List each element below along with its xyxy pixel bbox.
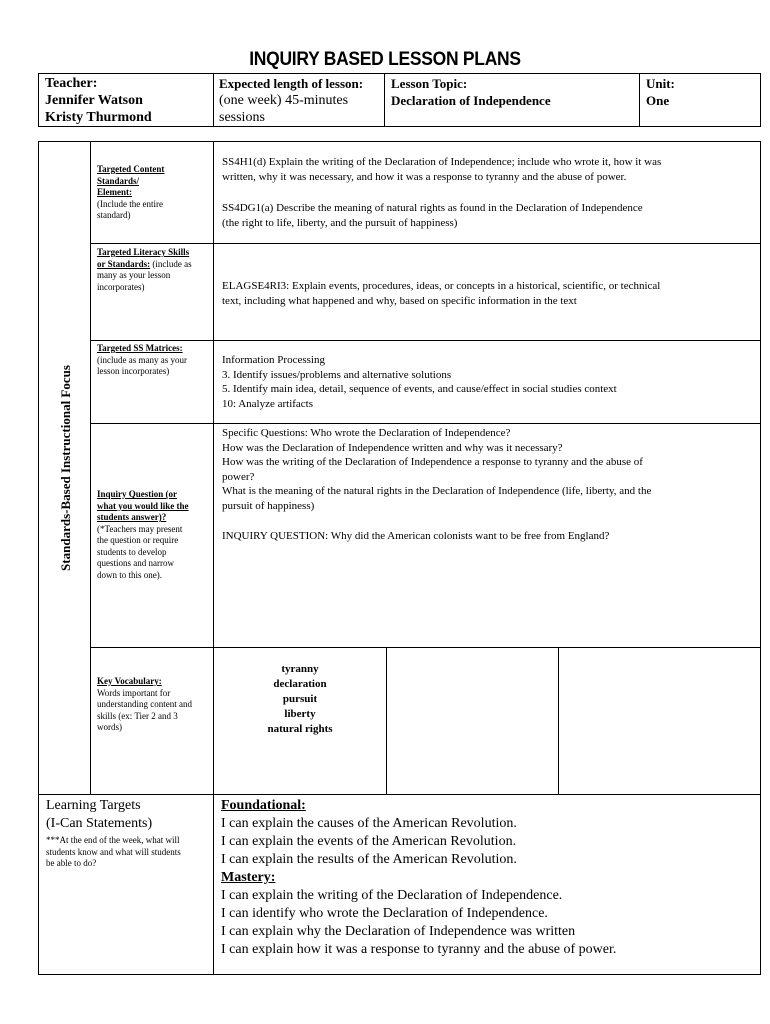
target-statement: I can explain why the Declaration of Independence was written bbox=[221, 924, 576, 939]
inquiry-text-line: How was the Declaration of Independence written and why was it necessary? bbox=[222, 441, 563, 454]
matrices-label-note: lesson incorporates) bbox=[97, 366, 170, 376]
matrices-label-line: Targeted SS Matrices: bbox=[97, 343, 183, 353]
row-divider-4 bbox=[90, 647, 761, 648]
inquiry-text-line: pursuit of happiness) bbox=[222, 499, 315, 512]
vocab-divider-1 bbox=[386, 647, 387, 794]
target-statement: I can explain the results of the American Revolution. bbox=[221, 852, 517, 867]
target-statement: I can explain the events of the American Revolution. bbox=[221, 834, 517, 849]
literacy-label-note: (include as bbox=[150, 258, 192, 269]
content-text-line: SS4DG1(a) Describe the meaning of natural rights as found in the Declaration of Independence bbox=[222, 202, 643, 214]
mastery-heading: Mastery: bbox=[221, 870, 276, 885]
literacy-label-note: many as your lesson bbox=[97, 270, 171, 280]
inquiry-label-note: questions and narrow bbox=[97, 558, 174, 568]
literacy-text bbox=[222, 279, 757, 308]
inquiry-label bbox=[97, 489, 209, 581]
inquiry-label-note: down to this one). bbox=[97, 569, 162, 580]
target-statement: I can explain how it was a response to tyranny and the abuse of power. bbox=[221, 942, 617, 957]
vocab-word: liberty bbox=[284, 708, 316, 720]
content-standards-text-2 bbox=[222, 201, 757, 230]
topic-cell bbox=[391, 75, 636, 109]
vocab-word: tyranny bbox=[281, 663, 319, 675]
content-label-line: Standards/ bbox=[97, 175, 140, 186]
vocab-label bbox=[97, 676, 209, 734]
literacy-label-line: or Standards: bbox=[97, 258, 151, 269]
matrices-text bbox=[222, 353, 757, 411]
header-divider-1 bbox=[213, 73, 214, 127]
main-left-border bbox=[38, 141, 39, 975]
row-divider-3 bbox=[90, 423, 761, 424]
length-value-2: sessions bbox=[219, 110, 265, 125]
learning-targets-note: students know and what will students bbox=[46, 846, 181, 857]
main-top-border bbox=[38, 141, 761, 142]
literacy-label-note: incorporates) bbox=[97, 281, 145, 292]
header-right-border bbox=[760, 73, 761, 127]
row-divider-2 bbox=[90, 340, 761, 341]
length-value-1: (one week) 45-minutes bbox=[219, 93, 349, 108]
inquiry-text-line: What is the meaning of the natural rights in the Declaration of Independence (life, liberty, and the bbox=[222, 485, 652, 497]
target-statement: I can explain the causes of the American Revolution. bbox=[221, 816, 517, 831]
teacher-name-2: Kristy Thurmond bbox=[45, 110, 152, 125]
unit-label: Unit: bbox=[646, 76, 675, 91]
inquiry-question: INQUIRY QUESTION: Why did the American colonists want to be free from England? bbox=[222, 530, 610, 542]
teacher-label: Teacher: bbox=[45, 76, 98, 91]
row-divider-5 bbox=[38, 794, 761, 795]
learning-targets-note: ***At the end of the week, what will bbox=[46, 835, 180, 845]
teacher-cell bbox=[45, 75, 210, 126]
content-standards-label bbox=[97, 164, 209, 222]
literacy-text-line: text, including what happened and why, based on specific information in the text bbox=[222, 294, 577, 307]
content-label-line: Element: bbox=[97, 187, 132, 197]
matrices-text-line: 5. Identify main idea, detail, sequence of events, and cause/effect in social studies context bbox=[222, 383, 617, 395]
vocab-word: natural rights bbox=[267, 723, 333, 735]
target-statement: I can identify who wrote the Declaration of Independence. bbox=[221, 906, 548, 921]
header-bottom-border bbox=[38, 126, 761, 127]
literacy-text-line: ELAGSE4RI3: Explain events, procedures, ideas, or concepts in a historical, scientific, or technical bbox=[222, 280, 661, 292]
content-text-line: written, why it was necessary, and how it was a response to tyranny and the abuse of power. bbox=[222, 170, 627, 183]
length-label: Expected length of lesson: bbox=[219, 76, 364, 91]
page-title: INQUIRY BASED LESSON PLANS bbox=[249, 49, 521, 70]
teacher-name-1: Jennifer Watson bbox=[45, 93, 143, 108]
topic-value: Declaration of Independence bbox=[391, 93, 551, 108]
vocab-label-note: skills (ex: Tier 2 and 3 bbox=[97, 710, 178, 721]
content-label-line: Targeted Content bbox=[97, 164, 165, 174]
topic-label: Lesson Topic: bbox=[391, 76, 468, 91]
matrices-text-line: 10: Analyze artifacts bbox=[222, 397, 314, 410]
vocab-word: pursuit bbox=[282, 693, 318, 705]
learning-targets-list bbox=[221, 797, 756, 959]
vocab-word: declaration bbox=[273, 678, 327, 690]
row-divider-1 bbox=[90, 243, 761, 244]
vocab-divider-2 bbox=[558, 647, 559, 794]
content-label-note: standard) bbox=[97, 210, 131, 220]
main-right-border bbox=[760, 141, 761, 975]
vocab-words bbox=[214, 662, 386, 737]
header-left-border bbox=[38, 73, 39, 127]
matrices-text-line: 3. Identify issues/problems and alternative solutions bbox=[222, 368, 452, 381]
length-cell bbox=[219, 75, 384, 126]
side-label: Standards-Based Instructional Focus bbox=[58, 365, 73, 571]
label-column-divider bbox=[213, 141, 214, 975]
inquiry-text-line: How was the writing of the Declaration of Independence a response to tyranny and the abuse of bbox=[222, 456, 643, 468]
header-divider-2 bbox=[384, 73, 385, 127]
inquiry-label-line: Inquiry Question (or bbox=[97, 489, 178, 499]
matrices-text-line: Information Processing bbox=[222, 354, 325, 366]
vocab-label-note: understanding content and bbox=[97, 699, 192, 709]
inquiry-text-line: power? bbox=[222, 470, 255, 483]
literacy-label bbox=[97, 247, 209, 293]
foundational-heading: Foundational: bbox=[221, 798, 306, 813]
header-top-border bbox=[38, 73, 761, 74]
inquiry-text-line: Specific Questions: Who wrote the Declaration of Independence? bbox=[222, 427, 511, 439]
matrices-label-note: (include as many as your bbox=[97, 354, 187, 365]
unit-value: One bbox=[646, 93, 670, 108]
side-label-divider bbox=[90, 141, 91, 794]
inquiry-label-note: the question or require bbox=[97, 535, 179, 545]
learning-targets-label bbox=[46, 797, 211, 870]
inquiry-label-line: students answer)? bbox=[97, 512, 167, 522]
matrices-label bbox=[97, 343, 209, 378]
vocab-label-note: words) bbox=[97, 722, 122, 732]
main-bottom-border bbox=[38, 974, 761, 975]
inquiry-label-note: (*Teachers may present bbox=[97, 523, 183, 534]
literacy-label-line: Targeted Literacy Skills bbox=[97, 247, 190, 257]
inquiry-text bbox=[222, 426, 757, 513]
learning-targets-title: Learning Targets bbox=[46, 798, 141, 813]
unit-cell bbox=[646, 75, 756, 109]
vocab-label-line: Key Vocabulary: bbox=[97, 676, 162, 686]
learning-targets-subtitle: (I-Can Statements) bbox=[46, 816, 153, 831]
content-label-note: (Include the entire bbox=[97, 198, 163, 209]
content-text-line: (the right to life, liberty, and the pursuit of happiness) bbox=[222, 216, 458, 229]
content-text-line: SS4H1(d) Explain the writing of the Declaration of Independence; include who wrote it, how it was bbox=[222, 156, 662, 168]
vocab-label-note: Words important for bbox=[97, 687, 171, 698]
header-divider-3 bbox=[639, 73, 640, 127]
inquiry-label-line: what you would like the bbox=[97, 500, 189, 511]
content-standards-text bbox=[222, 155, 757, 184]
learning-targets-note: be able to do? bbox=[46, 858, 97, 868]
inquiry-label-note: students to develop bbox=[97, 546, 167, 557]
target-statement: I can explain the writing of the Declaration of Independence. bbox=[221, 888, 563, 903]
